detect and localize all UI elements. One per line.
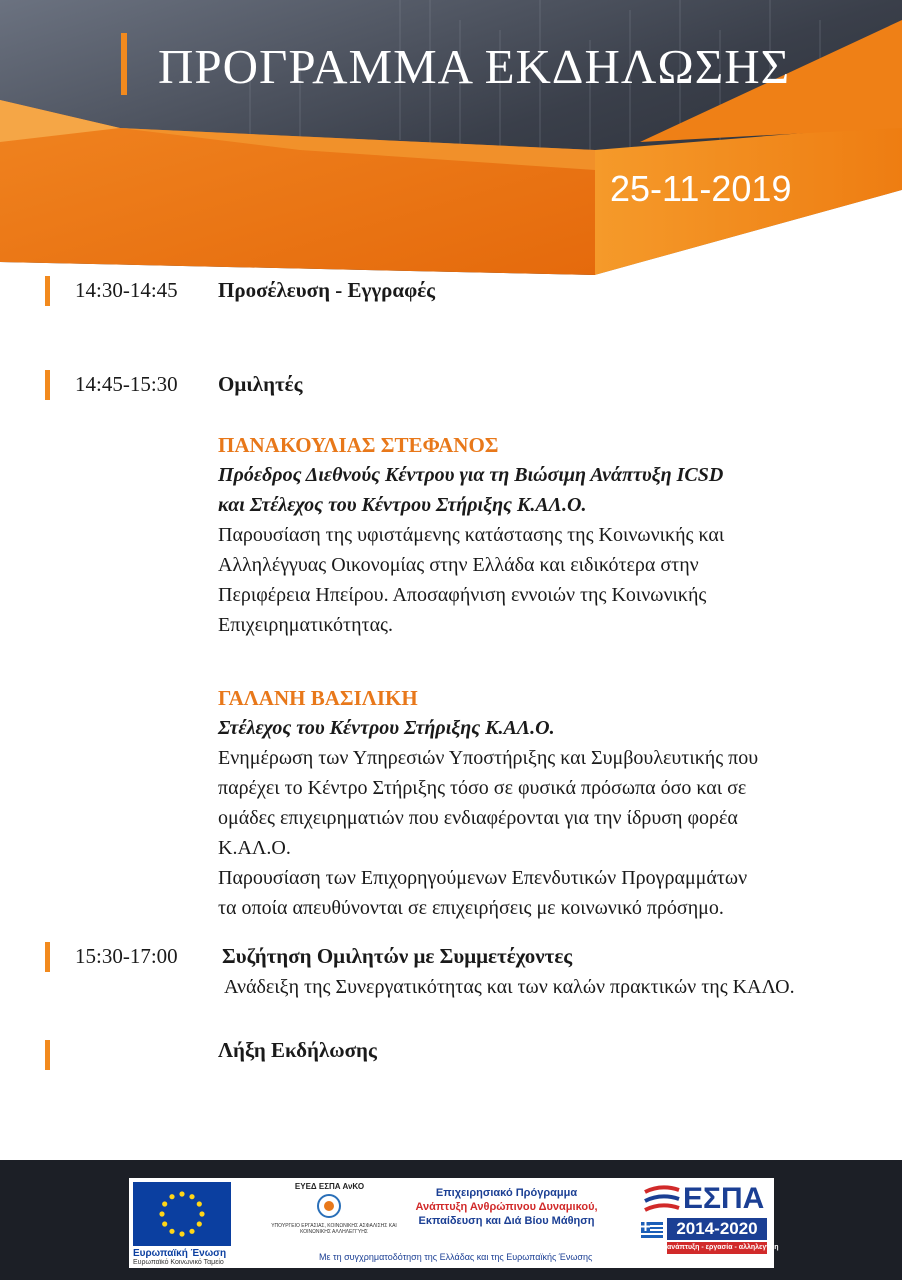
speaker-role-line: και Στέλεχος του Κέντρου Στήριξης Κ.ΑΛ.Ο. [218, 494, 587, 516]
speaker-name: ΓΑΛΑΝΗ ΒΑΣΙΛΙΚΗ [218, 686, 418, 710]
speaker-description-line: ομάδες επιχειρηματιών που ενδιαφέρονται για την ίδρυση φορέα [218, 807, 738, 829]
schedule-title: Ομιλητές [218, 372, 303, 396]
speaker-description-line: Αλληλέγγυας Οικονομίας στην Ελλάδα και ειδικότερα στην [218, 554, 699, 576]
speaker-description-line: Παρουσίαση της υφιστάμενης κατάστασης της Κοινωνικής και [218, 524, 725, 546]
speaker-role-line: Στέλεχος του Κέντρου Στήριξης Κ.ΑΛ.Ο. [218, 717, 555, 739]
speaker-name: ΠΑΝΑΚΟΥΛΙΑΣ ΣΤΕΦΑΝΟΣ [218, 433, 499, 457]
espa-years: 2014-2020 [667, 1218, 767, 1240]
espa-logo [639, 1182, 779, 1260]
eyed-emblem-icon [315, 1193, 343, 1219]
speaker-description-line: Επιχειρηματικότητας. [218, 614, 393, 636]
schedule-marker [45, 1040, 50, 1070]
header-banner [0, 0, 902, 290]
event-date: 25-11-2019 [610, 168, 792, 209]
op-line: Εκπαίδευση και Διά Βίου Μάθηση [418, 1215, 595, 1227]
speaker-description-line: Παρουσίαση των Επιχορηγούμενων Επενδυτικών Προγραμμάτων [218, 867, 748, 889]
cofunding-text: Με τη συγχρηματοδότηση της Ελλάδας και της Ευρωπαϊκής Ένωσης [319, 1252, 593, 1262]
speaker-description-line: παρέχει το Κέντρο Στήριξης τόσο σε φυσικά πρόσωπα όσο και σε [218, 777, 747, 799]
title-accent-bar [121, 33, 127, 95]
eu-label: Ευρωπαϊκή Ένωση [133, 1248, 227, 1259]
espa-tagline: ανάπτυξη - εργασία - αλληλεγγύη [667, 1242, 767, 1254]
schedule-marker [45, 942, 50, 972]
schedule-title: Συζήτηση Ομιλητών με Συμμετέχοντες [222, 944, 573, 968]
espa-swoosh-icon [641, 1184, 681, 1218]
schedule-title: Προσέλευση - Εγγραφές [218, 278, 436, 302]
eu-sub-label: Ευρωπαϊκό Κοινωνικό Ταμείο [133, 1259, 224, 1266]
eyed-ministry-text: ΥΠΟΥΡΓΕΙΟ ΕΡΓΑΣΙΑΣ, ΚΟΙΝΩΝΙΚΗΣ ΑΣΦΑΛΙΣΗΣ ΚΑΙ ΚΟΙΝΩΝΙΚΗΣ ΑΛΛΗΛΕΓΓΥΗΣ [271, 1223, 397, 1235]
funding-logos [129, 1178, 779, 1268]
speaker-description-line: τα οποία απευθύνονται σε επιχειρήσεις με κοινωνικό πρόσημο. [218, 897, 724, 919]
speaker-description-line: Ενημέρωση των Υπηρεσιών Υποστήριξης και Συμβουλευτικής που [218, 747, 759, 769]
schedule-marker [45, 276, 50, 306]
schedule-subtext: Ανάδειξη της Συνεργατικότητας και των καλών πρακτικών της ΚΑΛΟ. [224, 976, 795, 998]
schedule-time: 15:30-17:00 [75, 944, 178, 968]
greek-flag-icon [641, 1222, 663, 1238]
op-line: Ανάπτυξη Ανθρώπινου Δυναμικού, [415, 1201, 598, 1213]
page-title: ΠΡΟΓΡΑΜΜΑ ΕΚΔΗΛΩΣΗΣ [158, 39, 791, 94]
speaker-block [218, 683, 858, 923]
speaker-role-line: Πρόεδρος Διεθνούς Κέντρου για τη Βιώσιμη Ανάπτυξη ICSD [218, 464, 724, 486]
speaker-description-line: Περιφέρεια Ηπείρου. Αποσαφήνιση εννοιών της Κοινωνικής [218, 584, 707, 606]
schedule-marker [45, 370, 50, 400]
operational-programme [384, 1186, 629, 1228]
schedule-title: Λήξη Εκδήλωσης [218, 1038, 377, 1062]
schedule-time: 14:30-14:45 [75, 278, 178, 302]
espa-name: ΕΣΠΑ [683, 1182, 765, 1215]
schedule-time: 14:45-15:30 [75, 372, 178, 396]
speaker-block [218, 430, 858, 640]
speaker-description-line: Κ.ΑΛ.Ο. [218, 837, 291, 859]
eyed-title: ΕΥΕΔ ΕΣΠΑ ΑνΚΟ [294, 1182, 365, 1191]
op-line: Επιχειρησιακό Πρόγραμμα [435, 1187, 578, 1199]
eu-flag-icon [133, 1182, 231, 1246]
footer [0, 1160, 902, 1280]
